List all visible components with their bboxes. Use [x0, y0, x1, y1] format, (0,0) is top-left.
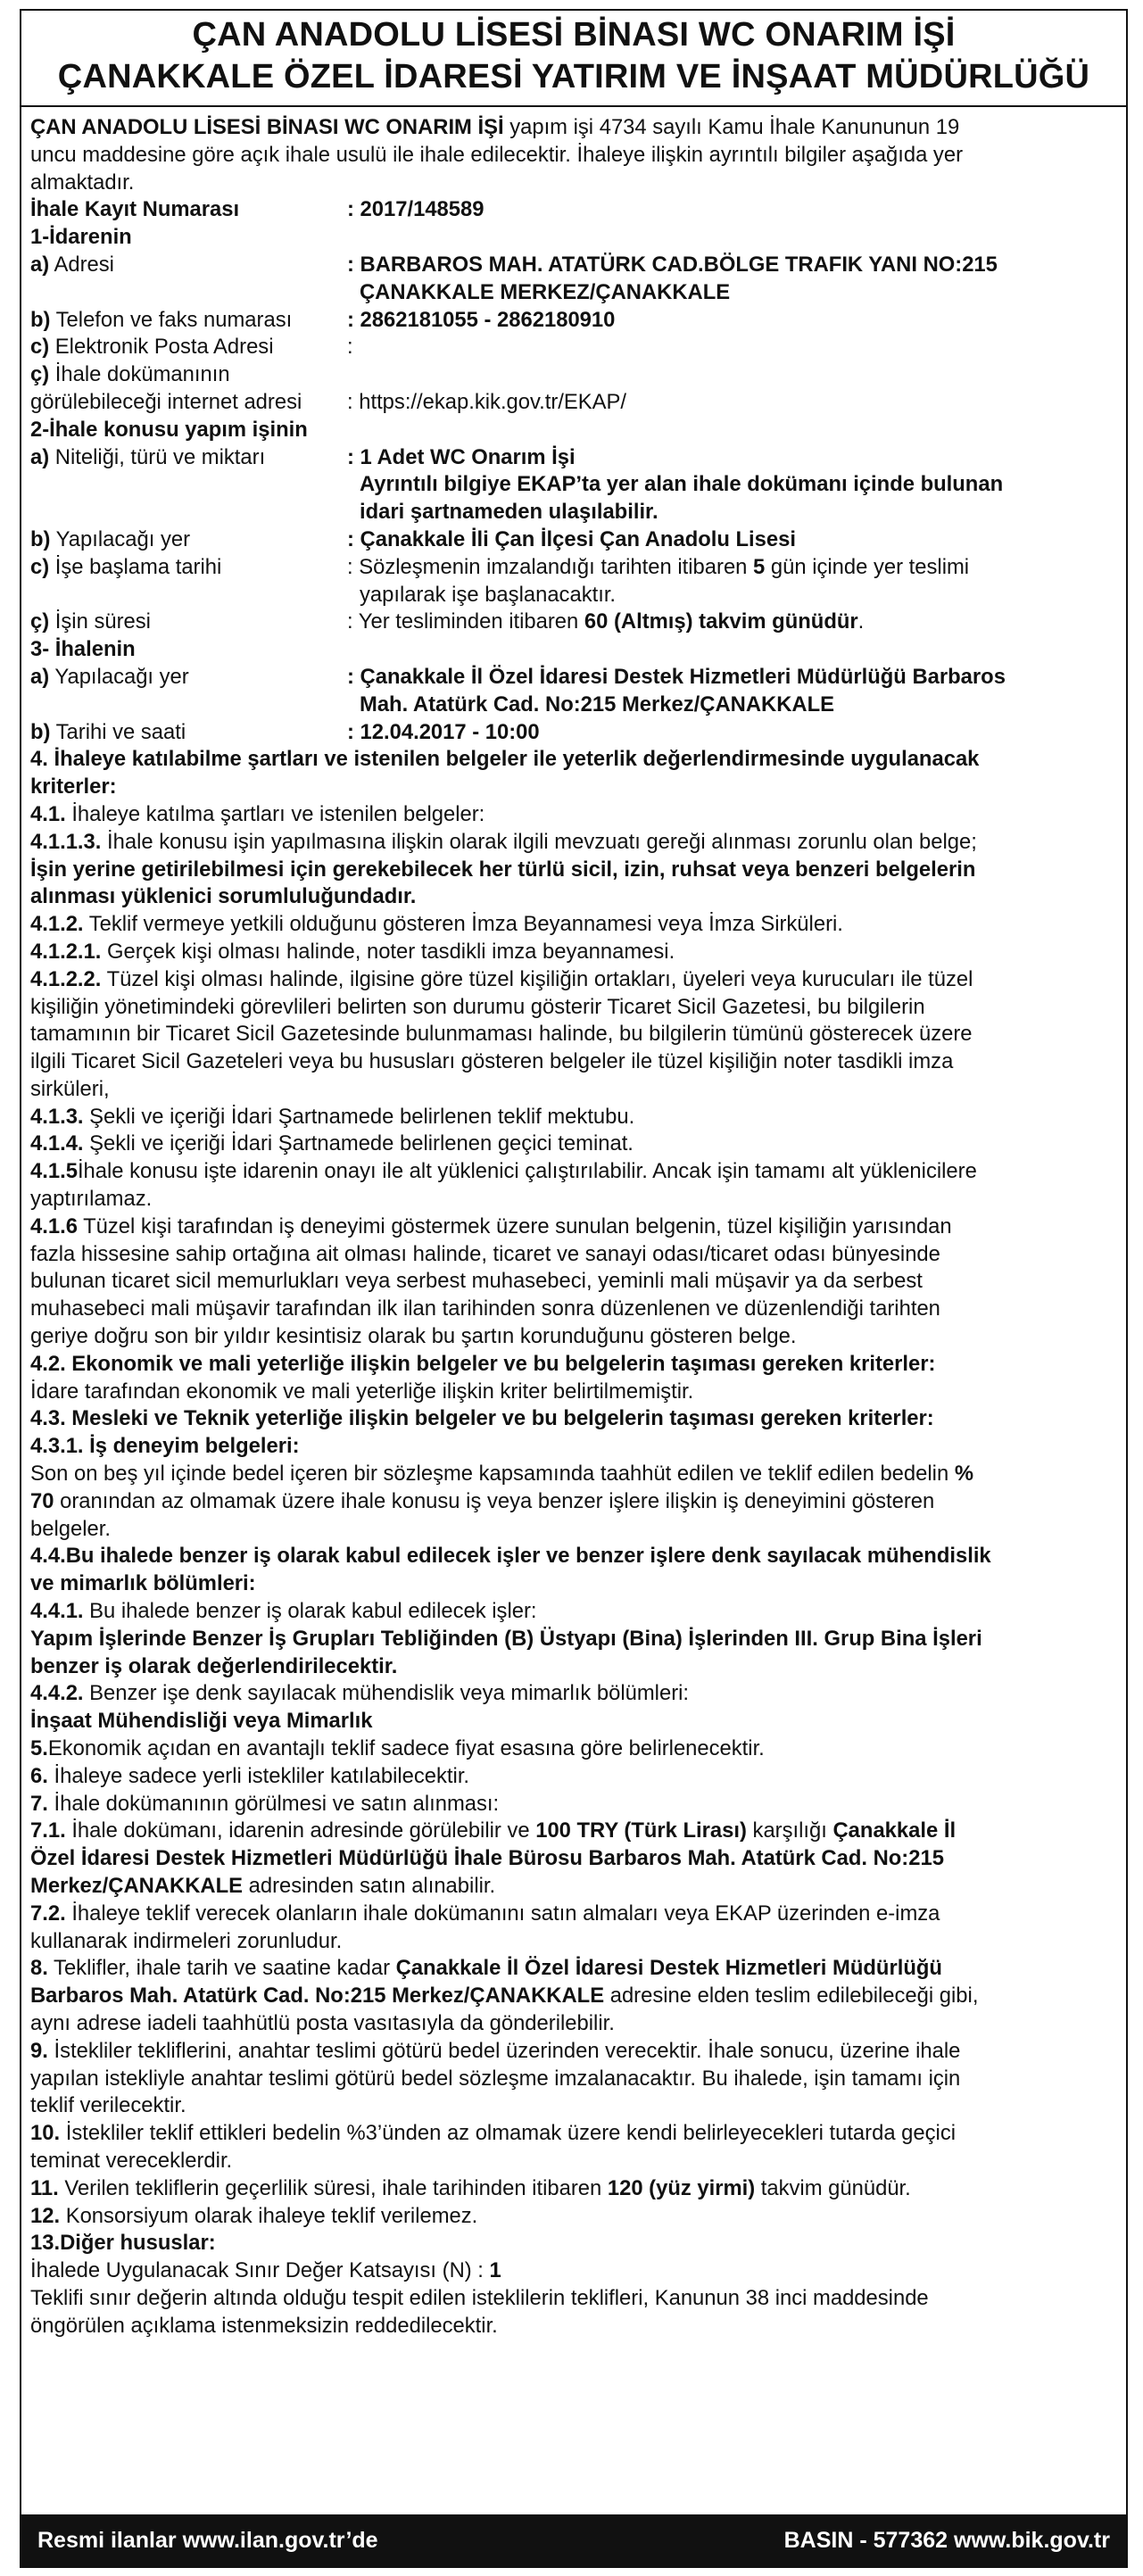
- eposta-value: :: [347, 335, 353, 360]
- p-4-1-6: 4.1.6 Tüzel kişi tarafından iş deneyimi göstermek üzere sunulan belgenin, tüzel kişiliğin yarısından: [30, 1213, 952, 1238]
- p-13-a: İhalede Uygulanacak Sınır Değer Katsayısı (N) : 1: [30, 2258, 501, 2283]
- baslama-label: İşe başlama tarihi: [54, 554, 222, 579]
- p-7-2: 7.2. İhaleye teklif verecek olanların ihale dokümanını satın almaları veya EKAP üzerinden e-imza: [30, 1901, 940, 1926]
- p-4-3-1-a: Son on beş yıl içinde bedel içeren bir sözleşme kapsamında taahhüt edilen ve teklif edilen bedelin %: [30, 1462, 973, 1487]
- p-4-4-2-a: İnşaat Mühendisliği veya Mimarlık: [30, 1709, 373, 1734]
- p-7-1: 7.1. İhale dokümanı, idarenin adresinde görülebilir ve 100 TRY (Türk Lirası) karşılığı Çanakkale İl: [30, 1818, 957, 1843]
- baslama-value: : Sözleşmenin imzalandığı tarihten itibaren 5 gün içinde yer teslimi: [347, 554, 970, 579]
- p-4-1-2-2-c: tamamının bir Ticaret Sicil Gazetesinde bulunmaması halinde, bu bilgilerin tümünü gösterecek üzere: [30, 1022, 973, 1047]
- p-4-1-6-c: bulunan ticaret sicil memurlukları veya serbest muhasebeci, yeminli mali müşavir ya da serbest: [30, 1269, 923, 1294]
- p-7-1-f: Merkez/ÇANAKKALE adresinden satın alınabilir.: [30, 1874, 496, 1898]
- p-8: 8. Teklifler, ihale tarih ve saatine kadar Çanakkale İl Özel İdaresi Destek Hizmetleri Müdürlüğü: [30, 1956, 942, 1981]
- section3-title: 3- İhalenin: [30, 637, 136, 662]
- ekap-link[interactable]: : https://ekap.kik.gov.tr/EKAP/: [347, 389, 627, 414]
- p-4-1-1-3: 4.1.1.3. İhale konusu işin yapılmasına ilişkin olarak ilgili mevzuatı gereği alınması zorunlu olan belge;: [30, 829, 977, 854]
- p-4-1-4: 4.1.4. Şekli ve içeriği İdari Şartnamede belirlenen geçici teminat.: [30, 1131, 634, 1156]
- intro-bold: ÇAN ANADOLU LİSESİ BİNASI WC ONARIM İŞİ: [30, 115, 504, 139]
- p-11: 11. Verilen tekliflerin geçerlilik süresi, ihale tarihinden itibaren 120 (yüz yirmi) takvim günüdür.: [30, 2175, 911, 2200]
- p-4-3-1-b: 70 oranından az olmamak üzere ihale konusu iş veya benzer işlere ilişkin iş deneyimini gösteren: [30, 1488, 935, 1513]
- footer-bar: [21, 2514, 1126, 2566]
- yer-value: : Çanakkale İli Çan İlçesi Çan Anadolu Lisesi: [347, 526, 796, 551]
- baslama-row: c) İşe başlama tarihi : Sözleşmenin imzalandığı tarihten itibaren 5 gün içinde yer teslimi: [30, 554, 1119, 582]
- p-4-4-b: ve mimarlık bölümleri:: [30, 1571, 256, 1596]
- p-4-1-3: 4.1.3. Şekli ve içeriği İdari Şartnamede belirlenen teklif mektubu.: [30, 1104, 635, 1129]
- p-4-1-6-b: fazla hissesine sahip ortağına ait olması halinde, ticaret ve sanayi odası/ticaret odası bünyesinde: [30, 1241, 940, 1266]
- ihale-yer-value-2: Mah. Atatürk Cad. No:215 Merkez/ÇANAKKALE: [360, 692, 834, 716]
- p-4-1-1-3-c: alınması yüklenici sorumluluğundadır.: [30, 884, 417, 909]
- kayit-row: [30, 196, 1119, 224]
- tel-row: b) Telefon ve faks numarası : 2862181055 - 2862180910: [30, 307, 1119, 335]
- nitelik-label: Niteliği, türü ve miktarı: [54, 444, 266, 469]
- p-7: 7. İhale dokümanının görülmesi ve satın alınması:: [30, 1791, 500, 1816]
- p-13-b: Teklifi sınır değerin altında olduğu tespit edilen isteklilerin teklifleri, Kanunun 38 inci maddesinde: [30, 2285, 929, 2310]
- announcement-frame: [20, 9, 1128, 2568]
- kayit-label: İhale Kayıt Numarası: [30, 197, 240, 222]
- section4-title: 4. İhaleye katılabilme şartları ve istenilen belgeler ile yeterlik değerlendirmesinde uygulanacak: [30, 747, 980, 772]
- p-4-1: 4.1. İhaleye katılma şartları ve istenilen belgeler:: [30, 801, 485, 826]
- yer-row: b) Yapılacağı yer : Çanakkale İli Çan İlçesi Çan Anadolu Lisesi: [30, 526, 1119, 554]
- p-4-4-1: 4.4.1. Bu ihalede benzer iş olarak kabul edilecek işler:: [30, 1599, 537, 1624]
- p-4-4-2: 4.4.2. Benzer işe denk sayılacak mühendislik veya mimarlık bölümleri:: [30, 1681, 690, 1706]
- p-9-c: teklif verilecektir.: [30, 2093, 186, 2118]
- p-13-c: öngörülen açıklama istenmeksizin reddedilecektir.: [30, 2313, 498, 2338]
- section2-title: 2-İhale konusu yapım işinin: [30, 417, 308, 442]
- ihale-yer-row: a) Yapılacağı yer : Çanakkale İl Özel İdaresi Destek Hizmetleri Müdürlüğü Barbaros: [30, 664, 1119, 692]
- p-4-1-1-3-b: İşin yerine getirilebilmesi için gerekebilecek her türlü sicil, izin, ruhsat veya benzeri belgelerin: [30, 857, 976, 882]
- baslama-value-2: yapılarak işe başlanacaktır.: [360, 582, 617, 607]
- yer-label: Yapılacağı yer: [55, 526, 191, 551]
- p-4-1-5-b: yaptırılamaz.: [30, 1187, 153, 1212]
- p-4-1-5: 4.1.5İhale konusu işte idarenin onayı ile alt yüklenici çalıştırılabilir. Ancak işin tamamı alt yüklenicilere: [30, 1159, 977, 1184]
- footer-right: BASIN - 577362 www.bik.gov.tr: [783, 2527, 1110, 2553]
- sure-value: : Yer tesliminden itibaren 60 (Altmış) takvim günüdür.: [347, 609, 865, 634]
- tel-value: : 2862181055 - 2862180910: [347, 307, 616, 332]
- p-4-1-6-e: geriye doğru son bir yıldır kesintisiz olarak bu şartın korunduğunu gösteren belge.: [30, 1324, 797, 1349]
- p-4-1-2-2-d: ilgili Ticaret Sicil Gazeteleri veya bu hususları gösteren belgeler ile tüzel kişiliğin noter tasdikli imza: [30, 1049, 954, 1074]
- p-4-1-2-2: 4.1.2.2. Tüzel kişi olması halinde, ilgisine göre tüzel kişiliğin ortakları, üyeleri veya kurucuları ile tüzel: [30, 966, 973, 991]
- section1-title: 1-İdarenin: [30, 225, 132, 250]
- p-4-1-2-2-e: sirküleri,: [30, 1076, 110, 1101]
- p-10: 10. İstekliler teklif ettikleri bedelin %3’ünden az olmamak üzere kendi belirleyecekleri tutarda geçici: [30, 2121, 957, 2146]
- kayit-value: : 2017/148589: [347, 197, 485, 222]
- sure-label: İşin süresi: [54, 609, 151, 634]
- tarih-label: Tarihi ve saati: [55, 719, 186, 744]
- nitelik-row: a) Niteliği, türü ve miktarı : 1 Adet WC Onarım İşi: [30, 444, 1119, 472]
- p-4-1-2: 4.1.2. Teklif vermeye yetkili olduğunu gösteren İmza Beyannamesi veya İmza Sirküleri.: [30, 912, 843, 937]
- tarih-value: : 12.04.2017 - 10:00: [347, 719, 540, 744]
- p-8-c: aynı adrese iadeli taahhütlü posta vasıtasıyla da gönderilebilir.: [30, 2010, 615, 2035]
- dok-label-2: görülebileceği internet adresi: [30, 389, 302, 414]
- intro-line3: almaktadır.: [30, 170, 135, 195]
- p-10-b: teminat vereceklerdir.: [30, 2148, 233, 2173]
- p-4-1-2-2-b: kişiliğin yönetimindeki görevlileri belirten son durumu gösterir Ticaret Sicil Gazetesi, bu bilgilerin: [30, 994, 925, 1019]
- p-4-2-b: İdare tarafından ekonomik ve mali yeterliğe ilişkin kriter belirtilmemiştir.: [30, 1379, 694, 1404]
- p-9: 9. İstekliler tekliflerini, anahtar teslimi götürü bedel üzerinden verecektir. İhale sonucu, üzerine ihale: [30, 2038, 961, 2063]
- p-4-4-1-b: benzer iş olarak değerlendirilecektir.: [30, 1653, 398, 1678]
- p-4-2: 4.2. Ekonomik ve mali yeterliğe ilişkin belgeler ve bu belgelerin taşıması gereken kriterler:: [30, 1351, 936, 1376]
- p-12: 12. Konsorsiyum olarak ihaleye teklif verilemez.: [30, 2203, 478, 2228]
- nitelik-value-3: idari şartnameden ulaşılabilir.: [360, 500, 658, 525]
- ihale-yer-label: Yapılacağı yer: [54, 664, 189, 689]
- p-4-4: 4.4.Bu ihalede benzer iş olarak kabul edilecek işler ve benzer işlere denk sayılacak mühendislik: [30, 1544, 991, 1569]
- p-8-b: Barbaros Mah. Atatürk Cad. No:215 Merkez/ÇANAKKALE adresine elden teslim edilebileceği gibi,: [30, 1984, 979, 2009]
- p-4-1-2-1: 4.1.2.1. Gerçek kişi olması halinde, noter tasdikli imza beyannamesi.: [30, 939, 675, 964]
- p-7-1-e: Özel İdaresi Destek Hizmetleri Müdürlüğü İhale Bürosu Barbaros Mah. Atatürk Cad. No:215: [30, 1846, 944, 1871]
- p-4-3-1: 4.3.1. İş deneyim belgeleri:: [30, 1434, 300, 1459]
- nitelik-value: : 1 Adet WC Onarım İşi: [347, 444, 576, 469]
- header-title-line1: ÇAN ANADOLU LİSESİ BİNASI WC ONARIM İŞİ: [192, 16, 956, 54]
- eposta-label: Elektronik Posta Adresi: [54, 335, 274, 360]
- p-4-3: 4.3. Mesleki ve Teknik yeterliğe ilişkin belgeler ve bu belgelerin taşıması gereken kriterler:: [30, 1406, 934, 1431]
- dok-row: [30, 389, 1119, 417]
- announcement-body: [30, 114, 1119, 2340]
- p-13: 13.Diğer hususlar:: [30, 2231, 216, 2256]
- p-6: 6. İhaleye sadece yerli istekliler katılabilecektir.: [30, 1763, 470, 1788]
- intro-text: yapım işi 4734 sayılı Kamu İhale Kanununun 19: [503, 115, 960, 139]
- adres-value-2: ÇANAKKALE MERKEZ/ÇANAKKALE: [360, 279, 731, 304]
- p-7-2-b: kullanarak indirmeleri zorunludur.: [30, 1928, 343, 1953]
- tel-label: Telefon ve faks numarası: [55, 307, 293, 332]
- intro-line2: uncu maddesine göre açık ihale usulü ile ihale edilecektir. İhaleye ilişkin ayrıntılı bilgiler aşağıda yer: [30, 142, 963, 167]
- adres-label: Adresi: [54, 252, 114, 277]
- ihale-yer-value: : Çanakkale İl Özel İdaresi Destek Hizmetleri Müdürlüğü Barbaros: [347, 664, 1006, 689]
- p-4-4-1-a: Yapım İşlerinde Benzer İş Grupları Tebliğinden (B) Üstyapı (Bina) İşlerinden III. Grup Bina İşleri: [30, 1626, 982, 1651]
- sure-row: ç) İşin süresi : Yer tesliminden itibaren 60 (Altmış) takvim günüdür.: [30, 609, 1119, 636]
- p-9-b: yapılan istekliyle anahtar teslimi götürü bedel sözleşme imzalanacaktır. Bu ihalede, işin tamamı için: [30, 2066, 961, 2091]
- section4-title-2: kriterler:: [30, 774, 117, 799]
- p-5: 5.Ekonomik açıdan en avantajlı teklif sadece fiyat esasına göre belirlenecektir.: [30, 1736, 765, 1761]
- intro: [30, 114, 1119, 142]
- header: [21, 11, 1126, 107]
- footer-left: Resmi ilanlar www.ilan.gov.tr’de: [37, 2527, 378, 2553]
- eposta-row: c) Elektronik Posta Adresi :: [30, 334, 1119, 361]
- p-4-3-1-c: belgeler.: [30, 1516, 111, 1541]
- tarih-row: b) Tarihi ve saati : 12.04.2017 - 10:00: [30, 719, 1119, 747]
- header-title-line2: ÇANAKKALE ÖZEL İDARESİ YATIRIM VE İNŞAAT MÜDÜRLÜĞÜ: [57, 58, 1090, 95]
- dok-label-1: ç) İhale dokümanının: [30, 362, 230, 387]
- adres-value: : BARBAROS MAH. ATATÜRK CAD.BÖLGE TRAFIK YANI NO:215: [347, 252, 998, 277]
- nitelik-value-2: Ayrıntılı bilgiye EKAP’ta yer alan ihale dokümanı içinde bulunan: [360, 472, 1004, 497]
- p-4-1-6-d: muhasebeci mali müşavir tarafından ilk ilan tarihinden sonra düzenlenen ve düzenlendiği tarihten: [30, 1296, 940, 1321]
- adres-row: a) Adresi : BARBAROS MAH. ATATÜRK CAD.BÖLGE TRAFIK YANI NO:215: [30, 252, 1119, 279]
